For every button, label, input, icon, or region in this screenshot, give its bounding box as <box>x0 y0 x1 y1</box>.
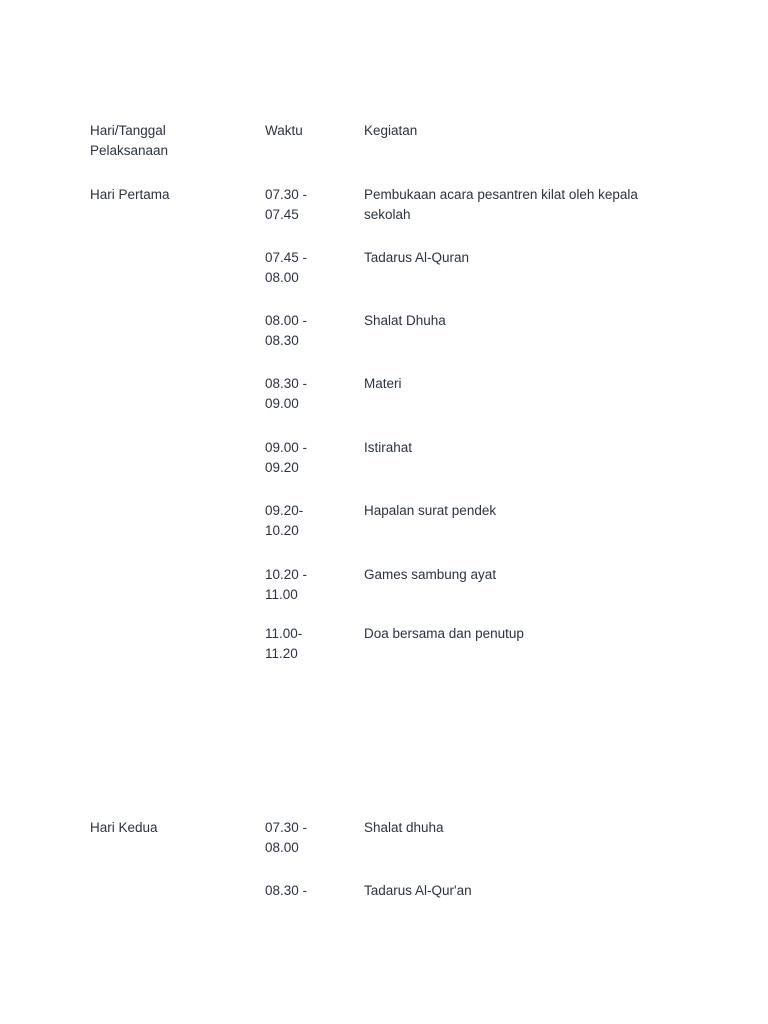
schedule-activity: Materi <box>364 376 402 391</box>
header-day: Hari/Tanggal Pelaksanaan <box>90 123 169 158</box>
schedule-activity: Shalat dhuha <box>364 820 444 835</box>
schedule-time: 09.00 - 09.20 <box>265 440 308 475</box>
schedule-time: 07.45 - 08.00 <box>265 250 308 285</box>
day-label-2: Hari Kedua <box>90 820 158 835</box>
schedule-activity: Tadarus Al-Qur'an <box>364 883 472 898</box>
schedule-time: 07.30 - 08.00 <box>265 820 308 855</box>
schedule-time: 08.30 - 09.00 <box>265 376 308 411</box>
schedule-time: 07.30 - 07.45 <box>265 187 308 222</box>
schedule-activity: Games sambung ayat <box>364 567 497 582</box>
schedule-time: 08.30 - <box>265 883 308 898</box>
schedule-activity: Doa bersama dan penutup <box>364 626 524 641</box>
schedule-activity: Istirahat <box>364 440 413 455</box>
schedule-time: 09.20- 10.20 <box>265 503 304 538</box>
day-label-1: Hari Pertama <box>90 187 170 202</box>
schedule-time: 10.20 - 11.00 <box>265 567 308 602</box>
header-time: Waktu <box>265 123 303 138</box>
schedule-activity: Shalat Dhuha <box>364 313 446 328</box>
schedule-activity: Pembukaan acara pesantren kilat oleh kepala sekolah <box>364 187 638 222</box>
header-activity: Kegiatan <box>364 123 418 138</box>
schedule-activity: Tadarus Al-Quran <box>364 250 470 265</box>
schedule-time: 08.00 - 08.30 <box>265 313 308 348</box>
schedule-time: 11.00- 11.20 <box>265 626 303 661</box>
schedule-activity: Hapalan surat pendek <box>364 503 497 518</box>
